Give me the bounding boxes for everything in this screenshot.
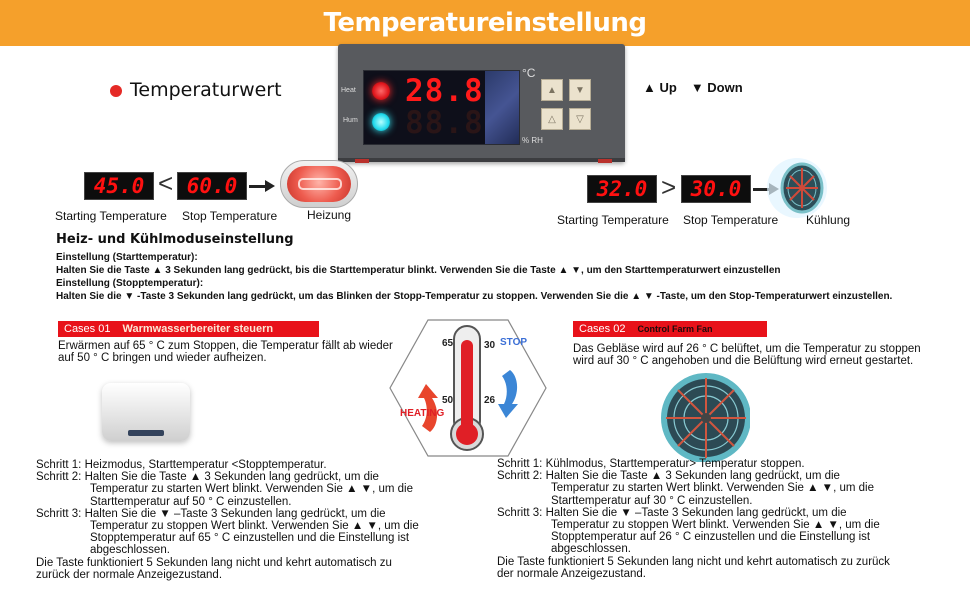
heating-device-caption: Heizung <box>307 208 352 222</box>
heating-start-display: 45.0 <box>84 172 154 200</box>
cooling-device-caption: Kühlung <box>806 213 851 227</box>
boiler-display <box>128 430 164 436</box>
up-legend: ▲ Up <box>643 80 677 95</box>
label-26: 26 <box>484 395 496 406</box>
up-button[interactable] <box>541 79 563 101</box>
heater-coil-icon <box>298 178 342 190</box>
step-line: Schritt 1: Kühlmodus, Starttemperatur> Temperatur stoppen. <box>497 458 805 470</box>
circuit-board-graphic <box>485 71 519 144</box>
page-title: Temperatureinstellung <box>323 8 647 38</box>
arrow-head-icon <box>265 180 275 192</box>
start-setting-text: Halten Sie die Taste ▲ 3 Sekunden lang gedrückt, bis die Starttemperatur blinkt. Verwenden Sie die Taste ▲ ▼, um den Starttemperaturwert einzustellen <box>56 265 781 276</box>
footer-line: zurück der normale Anzeigezustand. <box>36 568 223 581</box>
chevron-down-icon: ▼ <box>575 84 585 96</box>
greater-than-sign: > <box>661 172 677 202</box>
case-02-banner <box>573 321 767 337</box>
start-setting-heading: Einstellung (Starttemperatur): <box>56 252 198 263</box>
case-02-description: Das Gebläse wird auf 26 ° C belüftet, um die Temperatur zu stoppen wird auf 30 ° C angehoben und die Belüftung wird erneut gestartet. <box>573 343 921 367</box>
less-than-sign: < <box>158 168 174 198</box>
step-line: Temperatur zu stoppen Wert blinkt. Verwenden Sie ▲ ▼, um die <box>90 520 419 533</box>
mode-section-title: Heiz- und Kühlmoduseinstellung <box>56 232 294 247</box>
bullet-dot-icon <box>110 85 122 97</box>
cooling-start-caption: Starting Temperature <box>557 213 669 227</box>
cooling-stop-caption: Stop Temperature <box>683 213 779 227</box>
heat-indicator-icon <box>372 82 390 100</box>
unit-rh-label: % RH <box>522 136 543 145</box>
case-title: Control Farm Fan <box>637 324 713 334</box>
label-50: 50 <box>442 395 454 406</box>
down-button[interactable] <box>569 79 591 101</box>
cooling-stop-display: 30.0 <box>681 175 751 203</box>
step-line: Schritt 2: Halten Sie die Taste ▲ 3 Sekunden lang gedrückt, um die <box>497 470 840 483</box>
step-line: abgeschlossen. <box>551 543 631 556</box>
footer-line: der normale Anzeigezustand. <box>497 567 646 580</box>
down-button-2[interactable] <box>569 108 591 130</box>
triangle-down-outline-icon: ▽ <box>576 113 584 125</box>
humidity-reading: 88.8 <box>405 105 484 141</box>
stop-label: STOP <box>500 337 528 348</box>
step-line: Temperatur zu starten Wert blinkt. Verwenden Sie ▲ ▼, um die <box>551 482 874 495</box>
cooling-fan-icon <box>766 156 828 218</box>
step-line: Schritt 3: Halten Sie die ▼ –Taste 3 Sekunden lang gedrückt, um die <box>36 507 386 520</box>
triangle-up-outline-icon: △ <box>548 113 556 125</box>
heat-label: Heat <box>341 87 356 94</box>
step-line: abgeschlossen. <box>90 544 170 557</box>
heating-stop-display: 60.0 <box>177 172 247 200</box>
step-line: Starttemperatur auf 30 ° C einzustellen. <box>551 494 753 507</box>
case-02-steps <box>497 458 957 580</box>
header-banner <box>0 0 970 46</box>
case-01-banner <box>58 321 319 337</box>
hum-indicator-icon <box>372 113 390 131</box>
farm-fan-image <box>660 372 750 462</box>
label-65: 65 <box>442 338 454 349</box>
step-line: Schritt 1: Heizmodus, Starttemperatur <Stopptemperatur. <box>36 459 327 471</box>
step-line: Schritt 2: Halten Sie die Taste ▲ 3 Sekunden lang gedrückt, um die <box>36 471 379 484</box>
up-button-2[interactable] <box>541 108 563 130</box>
step-line: Stopptemperatur auf 26 ° C einzustellen und die Einstellung ist <box>551 531 871 544</box>
cooling-start-display: 32.0 <box>587 175 657 203</box>
controller-base <box>338 158 625 162</box>
temperature-reading: 28.8 <box>405 73 484 109</box>
step-line: Stopptemperatur auf 65 ° C einzustellen und die Einstellung ist <box>90 532 410 545</box>
hum-label: Hum <box>343 117 358 124</box>
unit-celsius-label: °C <box>522 66 536 80</box>
thermometer-diagram <box>388 318 548 458</box>
heating-start-caption: Starting Temperature <box>55 209 167 223</box>
label-30: 30 <box>484 340 496 351</box>
footer-line: Die Taste funktioniert 5 Sekunden lang nicht und kehrt automatisch zu zurück <box>497 555 890 568</box>
chevron-up-icon: ▲ <box>547 84 557 96</box>
down-legend: ▼ Down <box>690 80 743 95</box>
heating-stop-caption: Stop Temperature <box>182 209 278 223</box>
heating-label: HEATING <box>400 408 445 419</box>
button-legend <box>643 80 743 95</box>
case-01-description: Erwärmen auf 65 ° C zum Stoppen, die Temperatur fällt ab wieder auf 50 ° C bringen und wieder aufheizen. <box>58 340 393 364</box>
case-01-steps <box>36 459 476 581</box>
step-line: Temperatur zu stoppen Wert blinkt. Verwenden Sie ▲ ▼, um die <box>551 519 880 532</box>
footer-line: Die Taste funktioniert 5 Sekunden lang nicht und kehrt automatisch zu <box>36 556 392 569</box>
case-title: Warmwasserbereiter steuern <box>122 323 274 335</box>
temperature-value-label: Temperaturwert <box>130 79 282 101</box>
controller-foot <box>355 159 369 163</box>
step-line: Schritt 3: Halten Sie die ▼ –Taste 3 Sekunden lang gedrückt, um die <box>497 506 847 519</box>
step-line: Temperatur zu starten Wert blinkt. Verwenden Sie ▲ ▼, um die <box>90 483 413 496</box>
stop-setting-heading: Einstellung (Stopptemperatur): <box>56 278 204 289</box>
case-number: Cases 01 <box>64 323 111 335</box>
controller-foot <box>598 159 612 163</box>
step-line: Starttemperatur auf 50 ° C einzustellen. <box>90 495 292 508</box>
case-number: Cases 02 <box>579 323 626 335</box>
stop-setting-text: Halten Sie die ▼ -Taste 3 Sekunden lang gedrückt, um das Blinken der Stopp-Temperatur zu stoppen. Verwenden Sie die ▲ ▼ -Taste, um den Stop-Temperaturwert einzustellen. <box>56 291 893 302</box>
